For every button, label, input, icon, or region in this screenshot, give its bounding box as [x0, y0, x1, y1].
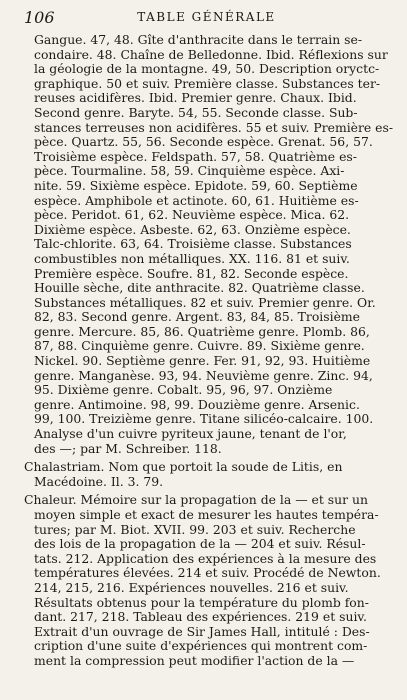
- index-line: genre. Antimoine. 98, 99. Douzième genre. Arsenic.: [34, 397, 360, 412]
- index-line: Analyse d'un cuivre pyriteux jaune, tenant de l'or,: [34, 427, 347, 442]
- index-line: graphique. 50 et suiv. Première classe. Substances ter-: [34, 76, 381, 91]
- index-line: des lois de la propagation de la — 204 et suiv. Résul-: [34, 537, 366, 552]
- index-line: genre. Mercure. 85, 86. Quatrième genre. Plomb. 86,: [34, 324, 370, 339]
- index-line: Houille sèche, dite anthracite. 82. Quatrième classe.: [34, 281, 365, 296]
- index-line: Dixième espèce. Asbeste. 62, 63. Onzième espèce.: [34, 222, 351, 237]
- index-line: combustibles non métalliques. XX. 116. 81 et suiv.: [34, 251, 350, 266]
- index-line: Macédoine. Il. 3. 79.: [34, 474, 164, 489]
- index-line: reuses acidifères. Ibid. Premier genre. Chaux. Ibid.: [34, 91, 357, 106]
- index-line: Substances métalliques. 82 et suiv. Premier genre. Or.: [34, 295, 376, 310]
- index-line: Gangue. 47, 48. Gîte d'anthracite dans le terrain se-: [34, 33, 363, 47]
- index-line: Première espèce. Soufre. 81, 82. Seconde espèce.: [34, 266, 349, 281]
- index-line: tats. 212. Application des expériences à la mesure des: [34, 551, 377, 566]
- index-line: dant. 217, 218. Tableau des expériences. 219 et suiv.: [34, 610, 367, 625]
- index-line: 214, 215, 216. Expériences nouvelles. 216 et suiv.: [34, 580, 349, 595]
- index-line: 87, 88. Cinquième genre. Cuivre. 89. Sixième genre.: [34, 339, 365, 354]
- index-line: pèce. Quartz. 55, 56. Seconde espèce. Grenat. 56, 57.: [34, 135, 373, 150]
- index-line: moyen simple et exact de mesurer les hautes tempéra-: [34, 508, 379, 522]
- index-line: Nickel. 90. Septième genre. Fer. 91, 92, 93. Huitième: [34, 354, 371, 369]
- index-line: genre. Manganèse. 93, 94. Neuvième genre. Zinc. 94,: [34, 368, 373, 383]
- index-line: pèce. Peridot. 61, 62. Neuvième espèce. Mica. 62.: [34, 208, 350, 223]
- index-line: nite. 59. Sixième espèce. Epidote. 59, 60. Septième: [34, 178, 358, 193]
- index-line: Résultats obtenus pour la température du plomb fon-: [34, 595, 369, 610]
- index-line: cription d'une suite d'expériences qui montrent com-: [34, 639, 368, 654]
- index-line: des —; par M. Schreiber. 118.: [34, 441, 222, 456]
- index-line: espèce. Amphibole et actinote. 60, 61. Huitième es-: [34, 193, 359, 208]
- index-line: la géologie de la montagne. 49, 50. Description oryctc-: [34, 62, 380, 77]
- index-line: Troisième espèce. Feldspath. 57, 58. Quatrième es-: [34, 149, 357, 164]
- index-line: stances terreuses non acidifères. 55 et suiv. Première es-: [34, 120, 394, 135]
- index-line: Chaleur. Mémoire sur la propagation de la — et sur un: [24, 493, 368, 508]
- index-entries: [24, 33, 397, 669]
- index-line: 82, 83. Second genre. Argent. 83, 84, 85. Troisième: [34, 310, 360, 325]
- index-line: Chalastriam. Nom que portoit la soude de Litis, en: [24, 460, 343, 475]
- index-line: pèce. Tourmaline. 58, 59. Cinquième espèce. Axi-: [34, 164, 345, 179]
- index-line: condaire. 48. Chaîne de Belledonne. Ibid. Réflexions sur: [34, 47, 388, 62]
- index-line: Extrait d'un ouvrage de Sir James Hall, intitulé : Des-: [34, 624, 370, 639]
- index-line: températures élevées. 214 et suiv. Procédé de Newton.: [34, 566, 381, 581]
- page-number: 106: [24, 8, 55, 27]
- running-title: TABLE GÉNÉRALE: [137, 10, 276, 24]
- page-header: [24, 8, 389, 28]
- index-line: Second genre. Baryte. 54, 55. Seconde classe. Sub-: [34, 105, 358, 120]
- index-line: Talc-chlorite. 63, 64. Troisième classe. Substances: [34, 237, 352, 252]
- index-line: 95. Dixième genre. Cobalt. 95, 96, 97. Onzième: [34, 383, 333, 398]
- index-line: ment la compression peut modifier l'action de la —: [34, 653, 355, 668]
- index-line: 99, 100. Treizième genre. Titane silicéo-calcaire. 100.: [34, 412, 374, 427]
- index-line: tures; par M. Biot. XVII. 99. 203 et suiv. Recherche: [34, 522, 356, 537]
